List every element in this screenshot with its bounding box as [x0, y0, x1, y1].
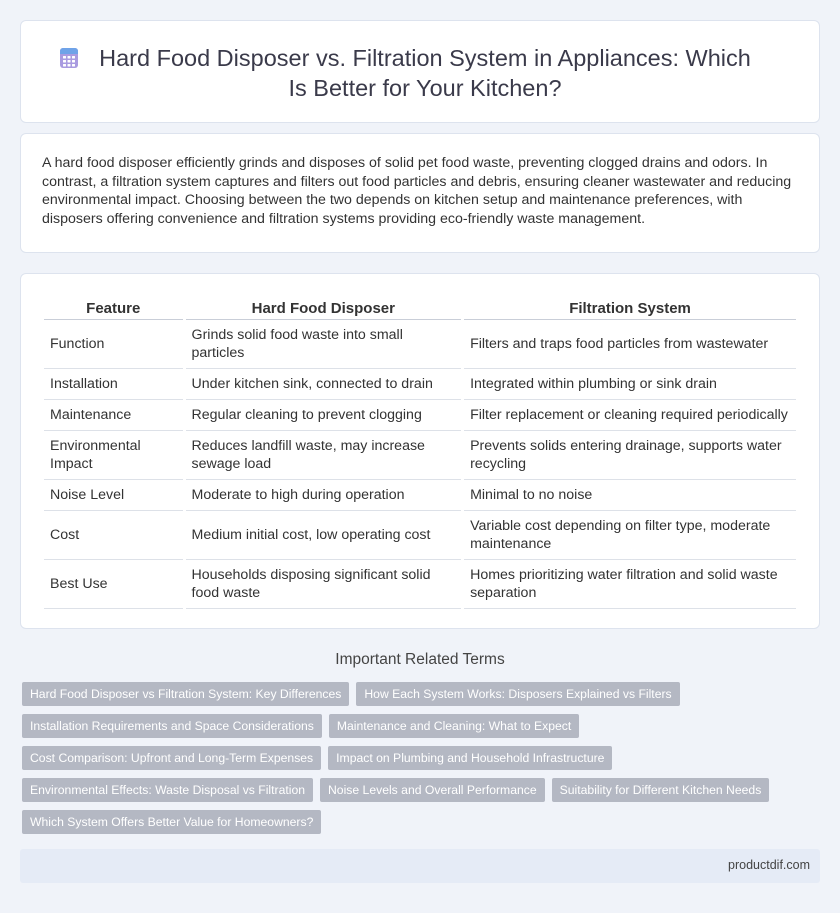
header-hard-food-disposer: Hard Food Disposer	[186, 296, 462, 320]
table-cell: Filter replacement or cleaning required periodically	[464, 400, 796, 431]
related-term-tag[interactable]: Maintenance and Cleaning: What to Expect	[329, 714, 579, 738]
table-cell: Filters and traps food particles from wastewater	[464, 320, 796, 369]
table-cell: Installation	[44, 369, 183, 400]
table-cell: Households disposing significant solid food waste	[186, 560, 462, 609]
header-card	[20, 20, 820, 123]
table-cell: Minimal to no noise	[464, 480, 796, 511]
table-cell: Grinds solid food waste into small particles	[186, 320, 462, 369]
related-term-tag[interactable]: Noise Levels and Overall Performance	[320, 778, 545, 802]
related-term-tag[interactable]: How Each System Works: Disposers Explained vs Filters	[356, 682, 679, 706]
related-term-tag[interactable]: Cost Comparison: Upfront and Long-Term Expenses	[22, 746, 321, 770]
table-cell: Best Use	[44, 560, 183, 609]
header-feature: Feature	[44, 296, 183, 320]
intro-card	[20, 133, 820, 253]
table-cell: Noise Level	[44, 480, 183, 511]
related-term-tag[interactable]: Environmental Effects: Waste Disposal vs Filtration	[22, 778, 313, 802]
table-row	[44, 560, 796, 609]
table-cell: Regular cleaning to prevent clogging	[186, 400, 462, 431]
comparison-table-card	[20, 273, 820, 629]
table-row	[44, 400, 796, 431]
footer-site-link[interactable]: productdif.com	[728, 858, 810, 872]
table-cell: Homes prioritizing water filtration and solid waste separation	[464, 560, 796, 609]
table-row	[44, 431, 796, 480]
table-cell: Environmental Impact	[44, 431, 183, 480]
related-terms-title: Important Related Terms	[335, 651, 505, 668]
table-cell: Function	[44, 320, 183, 369]
table-cell: Reduces landfill waste, may increase sewage load	[186, 431, 462, 480]
table-header-row	[44, 296, 796, 320]
related-term-tag[interactable]: Impact on Plumbing and Household Infrastructure	[328, 746, 612, 770]
table-cell: Moderate to high during operation	[186, 480, 462, 511]
related-term-tag[interactable]: Suitability for Different Kitchen Needs	[552, 778, 770, 802]
related-terms-list	[22, 682, 812, 834]
table-cell: Under kitchen sink, connected to drain	[186, 369, 462, 400]
related-term-tag[interactable]: Hard Food Disposer vs Filtration System: Key Differences	[22, 682, 349, 706]
table-cell: Maintenance	[44, 400, 183, 431]
table-row	[44, 511, 796, 560]
table-cell: Medium initial cost, low operating cost	[186, 511, 462, 560]
comparison-table	[41, 296, 799, 609]
table-cell: Variable cost depending on filter type, moderate maintenance	[464, 511, 796, 560]
intro-paragraph: A hard food disposer efficiently grinds and disposes of solid pet food waste, preventing clogged drains and odors. In contrast, a filtration system captures and filters out food particles and debris, ensuring cleaner wastewater and reducing environmental impact. Choosing between the two depends on kitchen setup and maintenance preferences, with disposers offering convenience and filtration systems providing eco-friendly waste management.	[42, 155, 792, 227]
related-term-tag[interactable]: Installation Requirements and Space Considerations	[22, 714, 322, 738]
table-cell: Cost	[44, 511, 183, 560]
table-row	[44, 369, 796, 400]
table-row	[44, 320, 796, 369]
table-cell: Integrated within plumbing or sink drain	[464, 369, 796, 400]
footer	[20, 849, 820, 883]
table-cell: Prevents solids entering drainage, supports water recycling	[464, 431, 796, 480]
page-title: Hard Food Disposer vs. Filtration System in Appliances: Which Is Better for Your Kitchen?	[99, 45, 751, 101]
header-filtration-system: Filtration System	[464, 296, 796, 320]
table-row	[44, 480, 796, 511]
related-term-tag[interactable]: Which System Offers Better Value for Homeowners?	[22, 810, 321, 834]
